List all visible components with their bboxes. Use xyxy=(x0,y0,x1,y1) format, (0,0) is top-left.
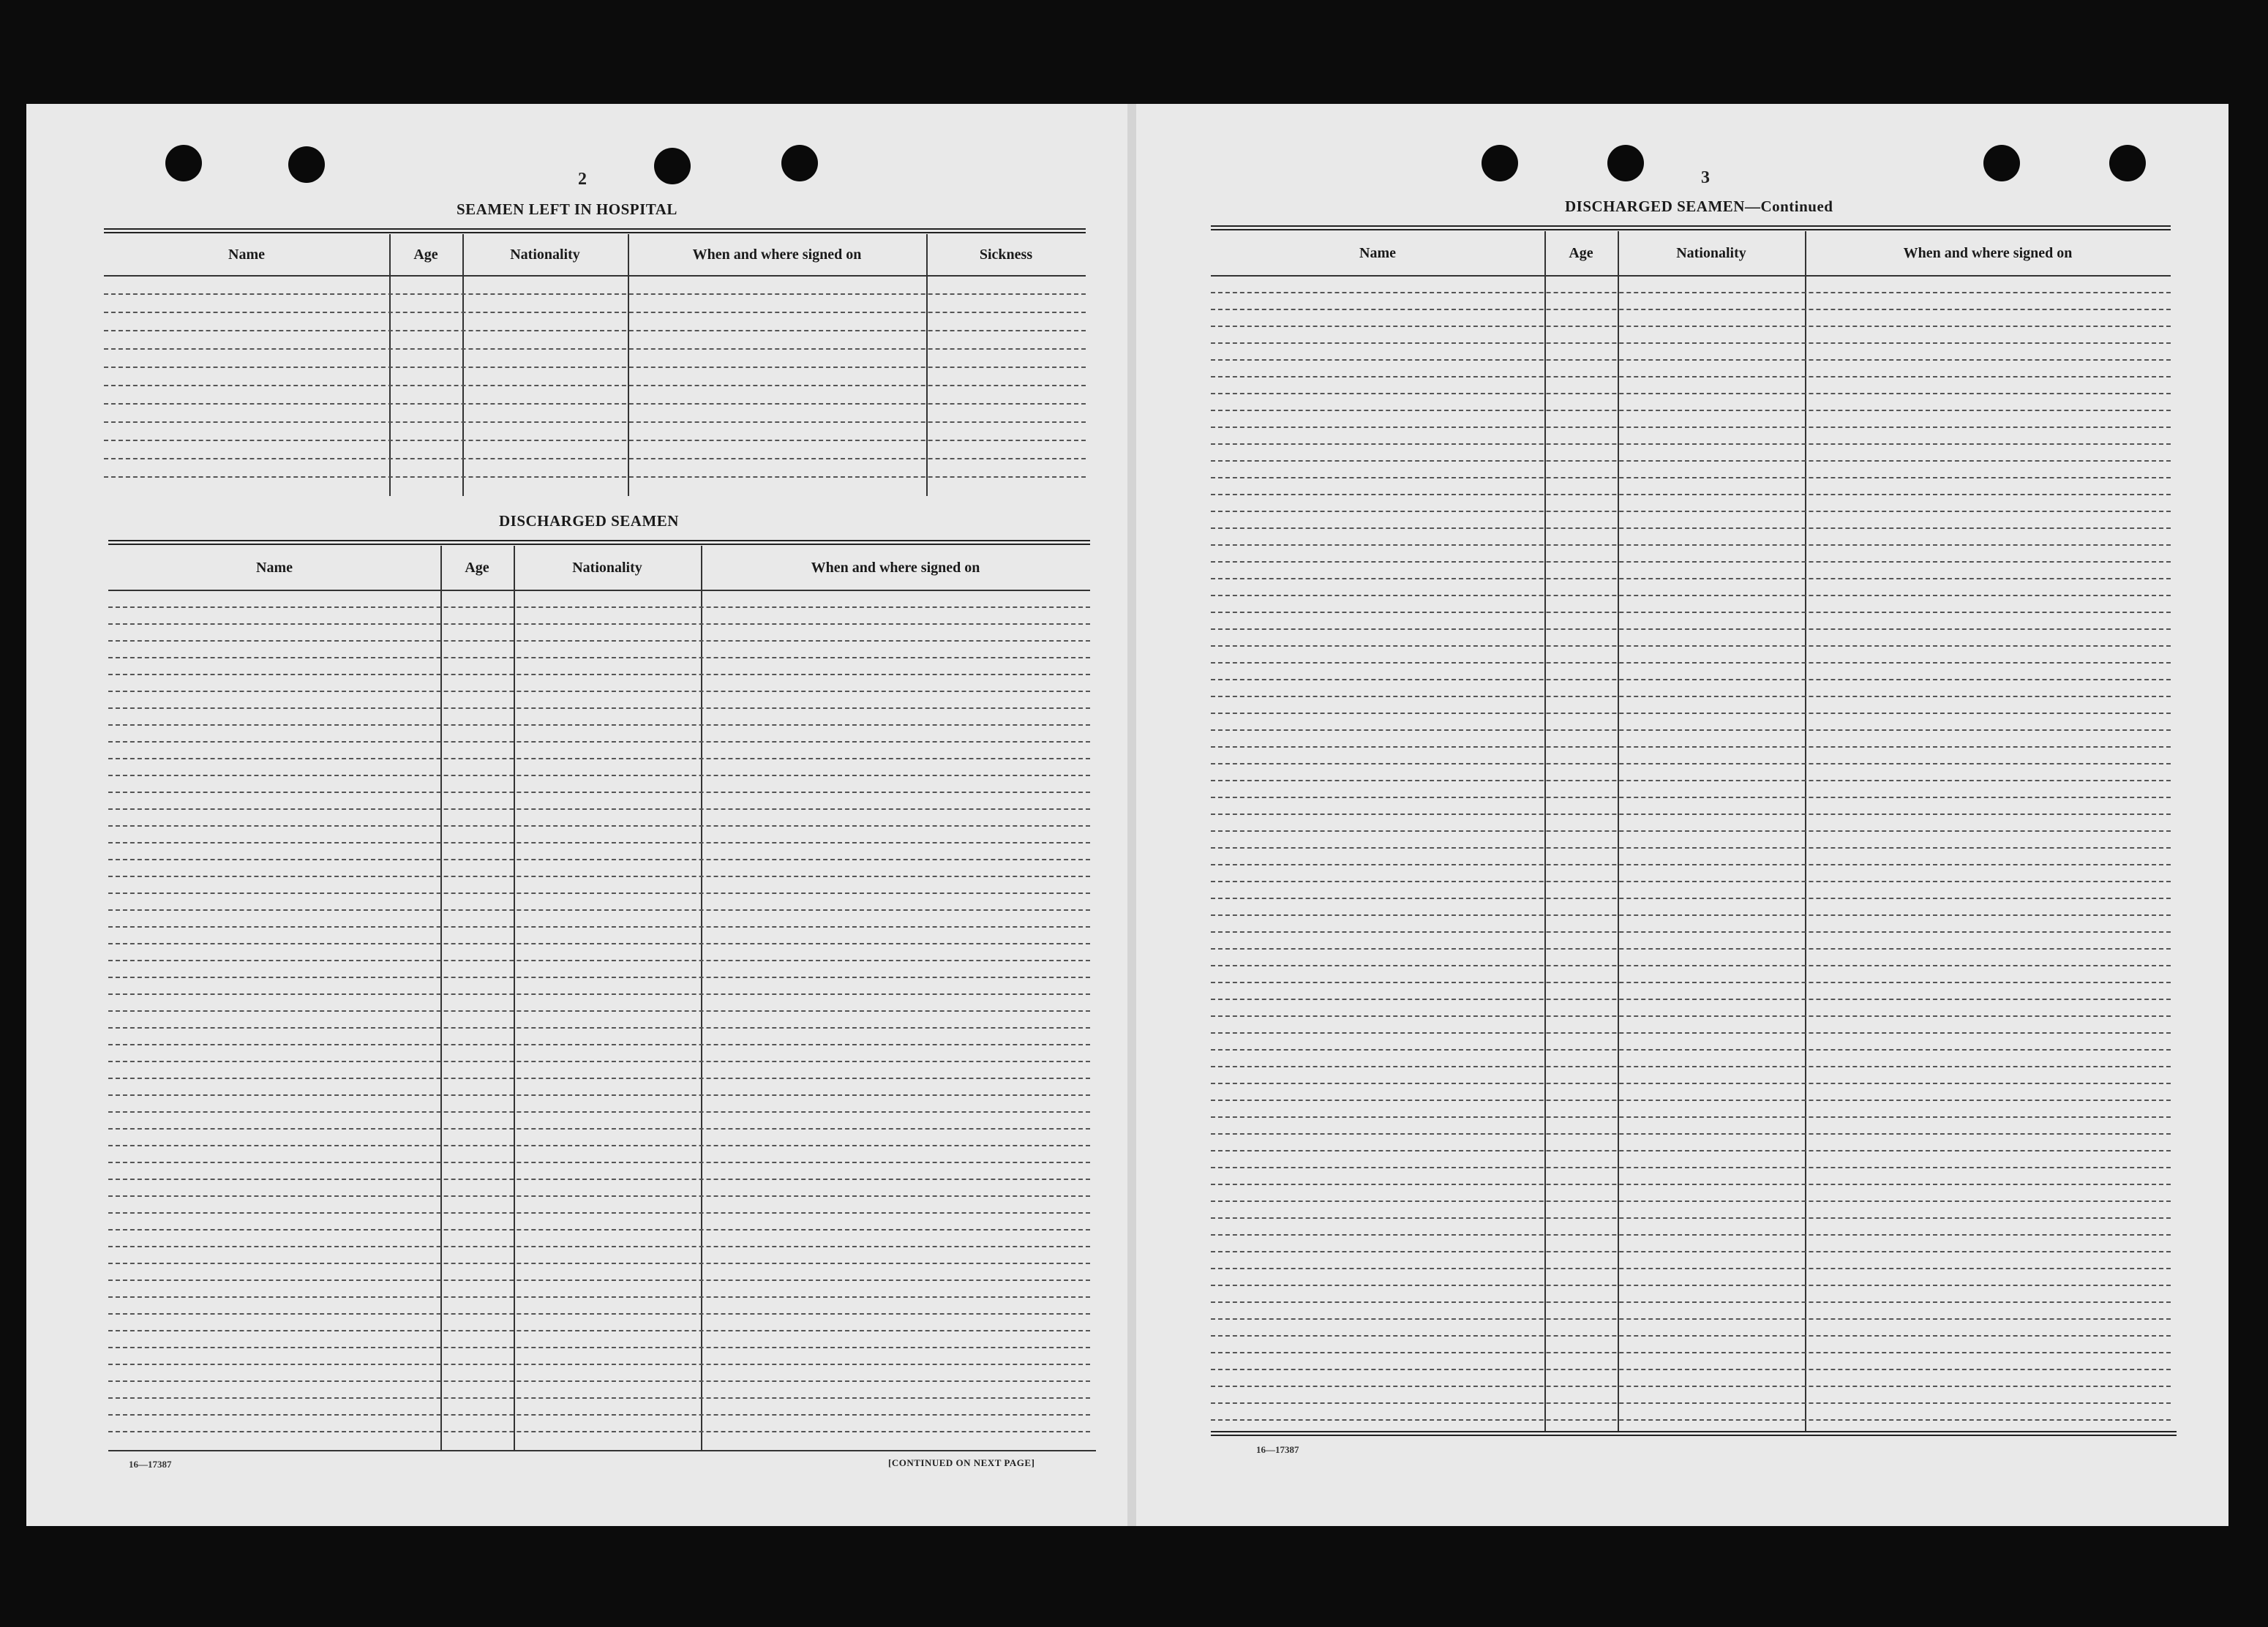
ruled-line xyxy=(108,1128,1090,1130)
page-gutter xyxy=(1127,104,1136,1526)
ruled-line xyxy=(1211,780,2171,781)
ruled-line xyxy=(108,1179,1090,1180)
ruled-line xyxy=(108,893,1090,894)
ruled-line xyxy=(1211,1200,2171,1202)
ruled-line xyxy=(108,1397,1090,1399)
punch-hole xyxy=(2109,145,2146,181)
ruled-line xyxy=(1211,309,2171,310)
ruled-line xyxy=(108,606,1090,608)
column-divider xyxy=(389,234,391,496)
ruled-line xyxy=(1211,1419,2171,1421)
ruled-line xyxy=(1211,612,2171,613)
bottom-rule xyxy=(1211,1431,2177,1436)
ruled-line xyxy=(108,707,1090,709)
page-number: 3 xyxy=(1701,168,1710,187)
column-divider xyxy=(462,234,464,496)
bottom-rule xyxy=(108,1450,1096,1451)
ruled-line xyxy=(108,1347,1090,1348)
ruled-line xyxy=(1211,595,2171,596)
scanned-document xyxy=(26,104,2228,1526)
ruled-line xyxy=(108,1263,1090,1264)
ruled-line xyxy=(104,293,1086,295)
ruled-line xyxy=(1211,443,2171,445)
ruled-line xyxy=(1211,914,2171,916)
ruled-line xyxy=(1211,1032,2171,1034)
ruled-line xyxy=(1211,830,2171,832)
column-header-age: Age xyxy=(413,246,438,263)
punch-hole xyxy=(654,148,691,184)
ruled-line xyxy=(108,640,1090,642)
ruled-line xyxy=(1211,1066,2171,1067)
ruled-line xyxy=(108,1078,1090,1079)
hospital-table xyxy=(104,234,1086,496)
punch-hole xyxy=(1607,145,1644,181)
ruled-line xyxy=(104,403,1086,405)
ruled-line xyxy=(1211,1049,2171,1051)
ruled-line xyxy=(108,1010,1090,1012)
ruled-line xyxy=(108,960,1090,961)
ruled-line xyxy=(108,1044,1090,1045)
ruled-line xyxy=(108,1111,1090,1113)
ruled-line xyxy=(108,859,1090,860)
ruled-line xyxy=(104,421,1086,423)
ruled-line xyxy=(1211,1318,2171,1320)
ruled-line xyxy=(108,1313,1090,1315)
punch-hole xyxy=(1983,145,2020,181)
column-header-sickness: Sickness xyxy=(979,246,1033,263)
ruled-line xyxy=(104,348,1086,350)
ruled-line xyxy=(108,1380,1090,1382)
ruled-line xyxy=(1211,1150,2171,1151)
discharged-section-title: DISCHARGED SEAMEN xyxy=(499,512,679,530)
ruled-line xyxy=(108,1027,1090,1029)
column-divider xyxy=(628,234,629,496)
punch-hole xyxy=(165,145,202,181)
ruled-line xyxy=(1211,713,2171,714)
ruled-line xyxy=(1211,410,2171,411)
ruled-line xyxy=(1211,578,2171,579)
ruled-line xyxy=(1211,359,2171,361)
left-page xyxy=(26,104,1127,1526)
ruled-line xyxy=(1211,1386,2171,1387)
ruled-line xyxy=(1211,561,2171,563)
ruled-line xyxy=(104,385,1086,386)
ruled-line xyxy=(1211,662,2171,664)
column-divider xyxy=(926,234,928,496)
ruled-line xyxy=(1211,982,2171,983)
ruled-line xyxy=(1211,527,2171,529)
ruled-line xyxy=(1211,1268,2171,1269)
ruled-line xyxy=(108,1094,1090,1096)
ruled-line xyxy=(108,657,1090,658)
page-number: 2 xyxy=(578,170,587,189)
column-header-age: Age xyxy=(1569,244,1593,261)
punch-hole xyxy=(781,145,818,181)
ruled-line xyxy=(1211,864,2171,865)
ruled-line xyxy=(1211,746,2171,748)
column-header-name: Name xyxy=(1359,244,1396,261)
column-header-name: Name xyxy=(256,559,293,576)
ruled-line xyxy=(1211,1217,2171,1219)
ruled-line xyxy=(108,758,1090,759)
ruled-line xyxy=(1211,427,2171,428)
ruled-line xyxy=(1211,881,2171,882)
ruled-line xyxy=(108,1145,1090,1146)
ruled-line xyxy=(108,741,1090,743)
column-header-signed-on: When and where signed on xyxy=(692,246,862,263)
ruled-line xyxy=(108,977,1090,978)
ruled-line xyxy=(1211,1015,2171,1017)
ruled-line xyxy=(1211,696,2171,697)
form-number: 16—17387 xyxy=(1256,1444,1299,1455)
ruled-line xyxy=(1211,1167,2171,1168)
ruled-line xyxy=(108,1162,1090,1163)
ruled-line xyxy=(1211,1251,2171,1252)
ruled-line xyxy=(1211,511,2171,512)
ruled-line xyxy=(108,1431,1090,1432)
ruled-line xyxy=(1211,847,2171,849)
ruled-line xyxy=(1211,544,2171,546)
ruled-line xyxy=(108,1330,1090,1331)
ruled-line xyxy=(104,476,1086,478)
ruled-line xyxy=(1211,1352,2171,1353)
ruled-line xyxy=(104,458,1086,459)
ruled-line xyxy=(1211,999,2171,1000)
ruled-line xyxy=(1211,1402,2171,1404)
discharged-continued-title: DISCHARGED SEAMEN—Continued xyxy=(1565,198,1833,215)
ruled-line xyxy=(108,1229,1090,1230)
ruled-line xyxy=(104,330,1086,331)
ruled-line xyxy=(1211,1285,2171,1286)
ruled-line xyxy=(1211,376,2171,377)
discharged-table xyxy=(108,546,1090,1450)
ruled-line xyxy=(1211,948,2171,950)
hospital-section-title: SEAMEN LEFT IN HOSPITAL xyxy=(457,200,677,218)
continued-note: [CONTINUED ON NEXT PAGE] xyxy=(888,1457,1035,1468)
ruled-line xyxy=(108,1212,1090,1214)
ruled-line xyxy=(1211,645,2171,647)
ruled-line xyxy=(108,1061,1090,1062)
column-header-signed-on: When and where signed on xyxy=(811,559,980,576)
ruled-line xyxy=(108,825,1090,827)
ruled-line xyxy=(108,792,1090,793)
column-header-signed-on: When and where signed on xyxy=(1903,244,2073,261)
ruled-line xyxy=(104,367,1086,368)
ruled-line xyxy=(1211,342,2171,344)
ruled-line xyxy=(1211,1301,2171,1303)
ruled-line xyxy=(108,674,1090,675)
ruled-line xyxy=(108,691,1090,692)
ruled-line xyxy=(108,775,1090,776)
ruled-line xyxy=(1211,763,2171,764)
ruled-line xyxy=(108,909,1090,911)
ruled-line xyxy=(108,724,1090,726)
ruled-line xyxy=(1211,1083,2171,1084)
punch-hole xyxy=(288,146,325,183)
ruled-line xyxy=(1211,1133,2171,1135)
ruled-line xyxy=(1211,1369,2171,1370)
ruled-line xyxy=(108,1414,1090,1416)
ruled-line xyxy=(1211,898,2171,899)
ruled-line xyxy=(1211,1116,2171,1118)
column-header-nationality: Nationality xyxy=(510,246,580,263)
ruled-line xyxy=(1211,797,2171,798)
ruled-line xyxy=(108,1195,1090,1197)
ruled-line xyxy=(108,1296,1090,1298)
ruled-line xyxy=(104,440,1086,441)
ruled-line xyxy=(1211,679,2171,680)
ruled-line xyxy=(1211,477,2171,478)
ruled-line xyxy=(1211,494,2171,495)
column-header-nationality: Nationality xyxy=(1676,244,1746,261)
ruled-line xyxy=(1211,628,2171,630)
ruled-line xyxy=(1211,393,2171,394)
ruled-line xyxy=(108,943,1090,944)
ruled-line xyxy=(1211,1234,2171,1236)
form-number: 16—17387 xyxy=(129,1459,172,1470)
punch-hole xyxy=(1482,145,1518,181)
ruled-line xyxy=(1211,729,2171,731)
section-rule xyxy=(108,540,1090,545)
ruled-line xyxy=(108,623,1090,625)
ruled-line xyxy=(1211,965,2171,966)
ruled-line xyxy=(1211,813,2171,815)
discharged-continued-table xyxy=(1211,231,2171,1431)
ruled-line xyxy=(108,1364,1090,1365)
column-header-nationality: Nationality xyxy=(572,559,642,576)
ruled-line xyxy=(1211,292,2171,293)
ruled-line xyxy=(1211,460,2171,462)
ruled-line xyxy=(108,1246,1090,1247)
column-header-age: Age xyxy=(465,559,489,576)
column-header-name: Name xyxy=(228,246,265,263)
section-rule xyxy=(104,228,1086,233)
ruled-line xyxy=(108,842,1090,843)
ruled-line xyxy=(108,926,1090,928)
ruled-line xyxy=(1211,1100,2171,1101)
ruled-line xyxy=(1211,1335,2171,1337)
ruled-line xyxy=(104,312,1086,313)
ruled-line xyxy=(1211,931,2171,933)
right-page xyxy=(1136,104,2228,1526)
ruled-line xyxy=(108,876,1090,877)
ruled-line xyxy=(1211,326,2171,327)
section-rule xyxy=(1211,225,2171,230)
ruled-line xyxy=(108,808,1090,810)
ruled-line xyxy=(108,993,1090,995)
ruled-line xyxy=(1211,1184,2171,1185)
ruled-line xyxy=(108,1280,1090,1281)
